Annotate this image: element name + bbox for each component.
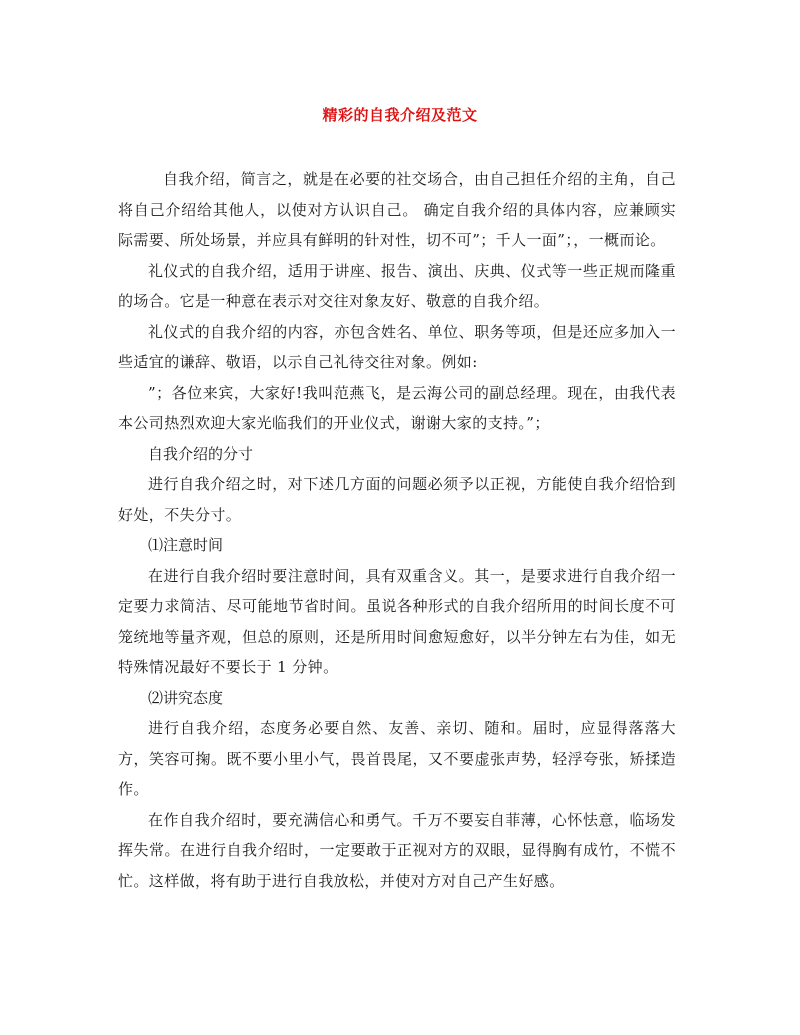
paragraph-ceremonial-content: 礼仪式的自我介绍的内容，亦包含姓名、单位、职务等项，但是还应多加入一些适宜的谦辞、敬语，以示自己礼待交往对象。例如:: [118, 322, 676, 371]
paragraph-intro: 自我介绍，简言之，就是在必要的社交场合，由自己担任介绍的主角，自己将自己介绍给其他人，以使对方认识自己。 确定自我介绍的具体内容，应兼顾实际需要、所处场景，并应具有鲜明的针对性，切不可”；千人一面”；，一概而论。: [118, 170, 676, 249]
document-title: 精彩的自我介绍及范文: [322, 106, 478, 124]
section-heading-measure: 自我介绍的分寸: [148, 444, 254, 463]
subheading-attitude: ⑵讲究态度: [148, 688, 224, 707]
paragraph-attitude: 进行自我介绍，态度务必要自然、友善、亲切、随和。届时，应显得落落大方，笑容可掬。既不要小里小气，畏首畏尾，又不要虚张声势，轻浮夸张，矫揉造作。: [118, 719, 676, 798]
paragraph-measure: 进行自我介绍之时，对下述几方面的问题必须予以正视，方能使自我介绍恰到好处，不失分寸。: [118, 475, 676, 524]
paragraph-ceremonial: 礼仪式的自我介绍，适用于讲座、报告、演出、庆典、仪式等一些正规而隆重的场合。它是一种意在表示对交往对象友好、敬意的自我介绍。: [118, 261, 676, 310]
subheading-time: ⑴注意时间: [148, 536, 224, 554]
document-body: [118, 164, 676, 896]
paragraph-confidence: 在作自我介绍时，要充满信心和勇气。千万不要妄自菲薄，心怀怯意，临场发挥失常。在进行自我介绍时，一定要敢于正视对方的双眼，显得胸有成竹，不慌不忙。这样做，将有助于进行自我放松，并使对方对自己产生好感。: [118, 810, 676, 890]
paragraph-time: 在进行自我介绍时要注意时间，具有双重含义。其一，是要求进行自我介绍一定要力求简洁、尽可能地节省时间。虽说各种形式的自我介绍所用的时间长度不可笼统地等量齐观，但总的原则，还是所用时间愈短愈好，以半分钟左右为佳，如无特殊情况最好不要长于 1 分钟。: [118, 566, 676, 676]
paragraph-example-quote: ”；各位来宾，大家好!我叫范燕飞，是云海公司的副总经理。现在，由我代表本公司热烈欢迎大家光临我们的开业仪式，谢谢大家的支持。”；: [118, 383, 676, 432]
